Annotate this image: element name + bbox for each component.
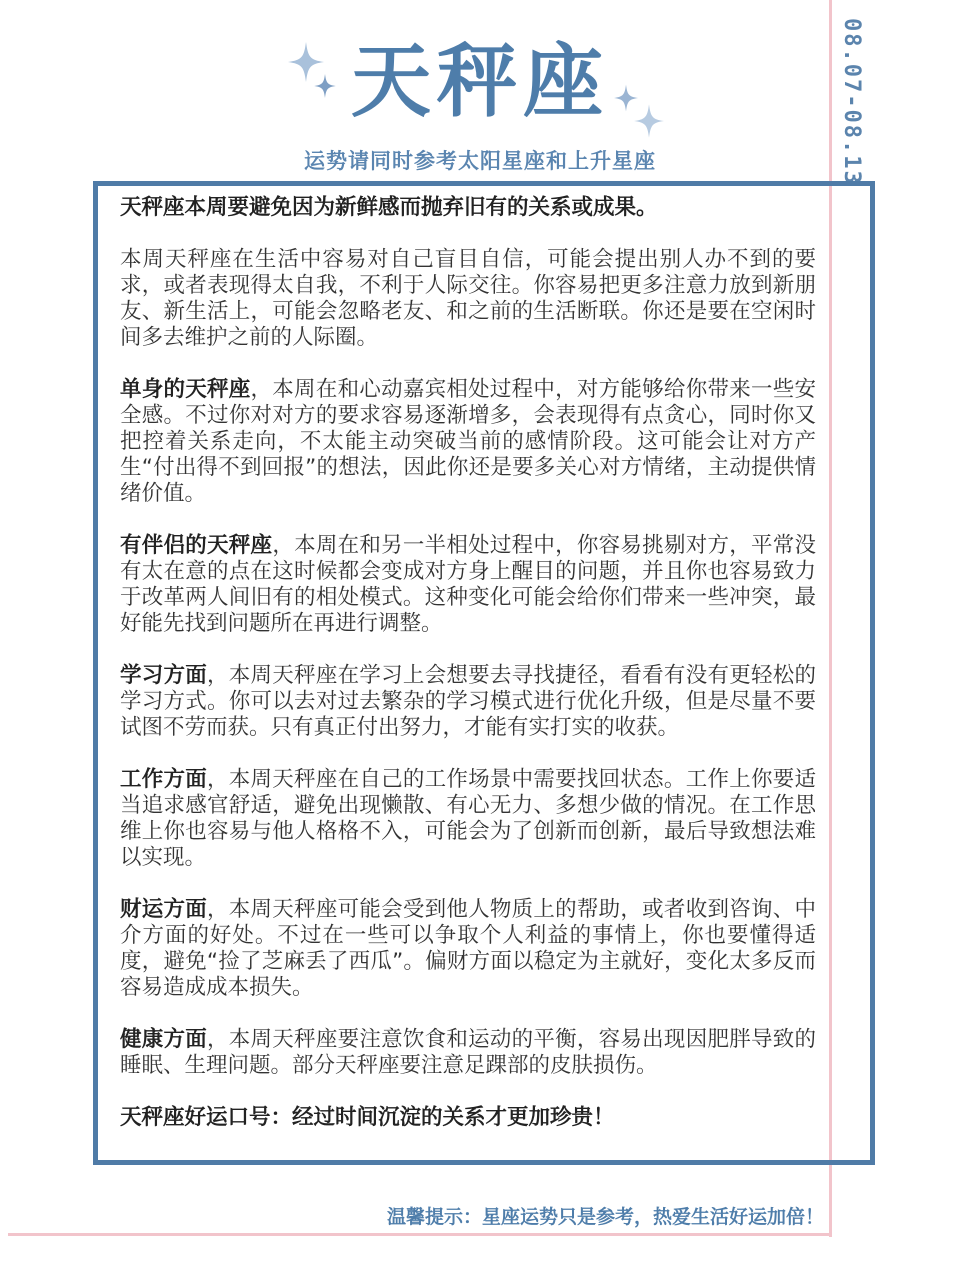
intro-paragraph: 天秤座本周要避免因为新鲜感而抛弃旧有的关系或成果。: [120, 195, 658, 220]
work-label: 工作方面: [120, 767, 208, 792]
wealth-text: ，本周天秤座可能会受到他人物质上的帮助，或者收到咨询、中介方面的好处。不过在一些可以争取个人利益的事情上，你也要懂得适度，避免“捡了芝麻丢了西瓜”。偏财方面以稳定为主就好，变化太多反而容易造成成本损失。: [120, 897, 816, 1000]
subtitle: 运势请同时参考太阳星座和上升星座: [304, 149, 656, 173]
study-label: 学习方面: [120, 663, 208, 688]
slogan-paragraph: 天秤座好运口号：经过时间沉淀的关系才更加珍贵！: [120, 1105, 615, 1130]
page-title: 天秤座: [351, 35, 609, 128]
horoscope-content: [120, 195, 816, 1131]
partner-label: 有伴侣的天秤座: [120, 533, 273, 558]
date-range: 08.07-08.13: [839, 18, 864, 186]
single-text: ，本周在和心动嘉宾相处过程中，对方能够给你带来一些安全感。不过你对对方的要求容易逐渐增多，会表现得有点贪心，同时你又把控着关系走向，不太能主动突破当前的感情阶段。这可能会让对方产生“付出得不到回报”的想法，因此你还是要多关心对方情绪，主动提供情绪价值。: [120, 377, 816, 506]
pink-frame-horizontal-line: [8, 1233, 832, 1236]
partner-paragraph: [120, 533, 816, 637]
work-text: ，本周天秤座在自己的工作场景中需要找回状态。工作上你要适当追求感官舒适，避免出现懒散、有心无力、多想少做的情况。在工作思维上你也容易与他人格格不入，可能会为了创新而创新，最后导致想法难以实现。: [120, 767, 816, 870]
health-paragraph: [120, 1027, 816, 1079]
health-label: 健康方面: [120, 1027, 208, 1052]
general-paragraph: 本周天秤座在生活中容易对自己盲目自信，可能会提出别人办不到的要求，或者表现得太自我，不利于人际交往。你容易把更多注意力放到新朋友、新生活上，可能会忽略老友、和之前的生活断联。你还是要在空闲时间多去维护之前的人际圈。: [120, 247, 816, 350]
wealth-paragraph: [120, 897, 816, 1001]
study-text: ，本周天秤座在学习上会想要去寻找捷径，看看有没有更轻松的学习方式。你可以去对过去繁杂的学习模式进行优化升级，但是尽量不要试图不劳而获。只有真正付出努力，才能有实打实的收获。: [120, 663, 816, 740]
single-label: 单身的天秤座: [120, 377, 251, 402]
health-text: ，本周天秤座要注意饮食和运动的平衡，容易出现因肥胖导致的睡眠、生理问题。部分天秤座要注意足踝部的皮肤损伤。: [120, 1027, 816, 1078]
work-paragraph: [120, 767, 816, 871]
partner-text: ，本周在和另一半相处过程中，你容易挑剔对方，平常没有太在意的点在这时候都会变成对方身上醒目的问题，并且你也容易致力于改革两人间旧有的相处模式。这种变化可能会给你们带来一些冲突，最好能先找到问题所在再进行调整。: [120, 533, 816, 636]
wealth-label: 财运方面: [120, 897, 208, 922]
study-paragraph: [120, 663, 816, 741]
single-paragraph: [120, 377, 816, 507]
footer-tip: 温馨提示：星座运势只是参考，热爱生活好运加倍！: [386, 1206, 824, 1228]
